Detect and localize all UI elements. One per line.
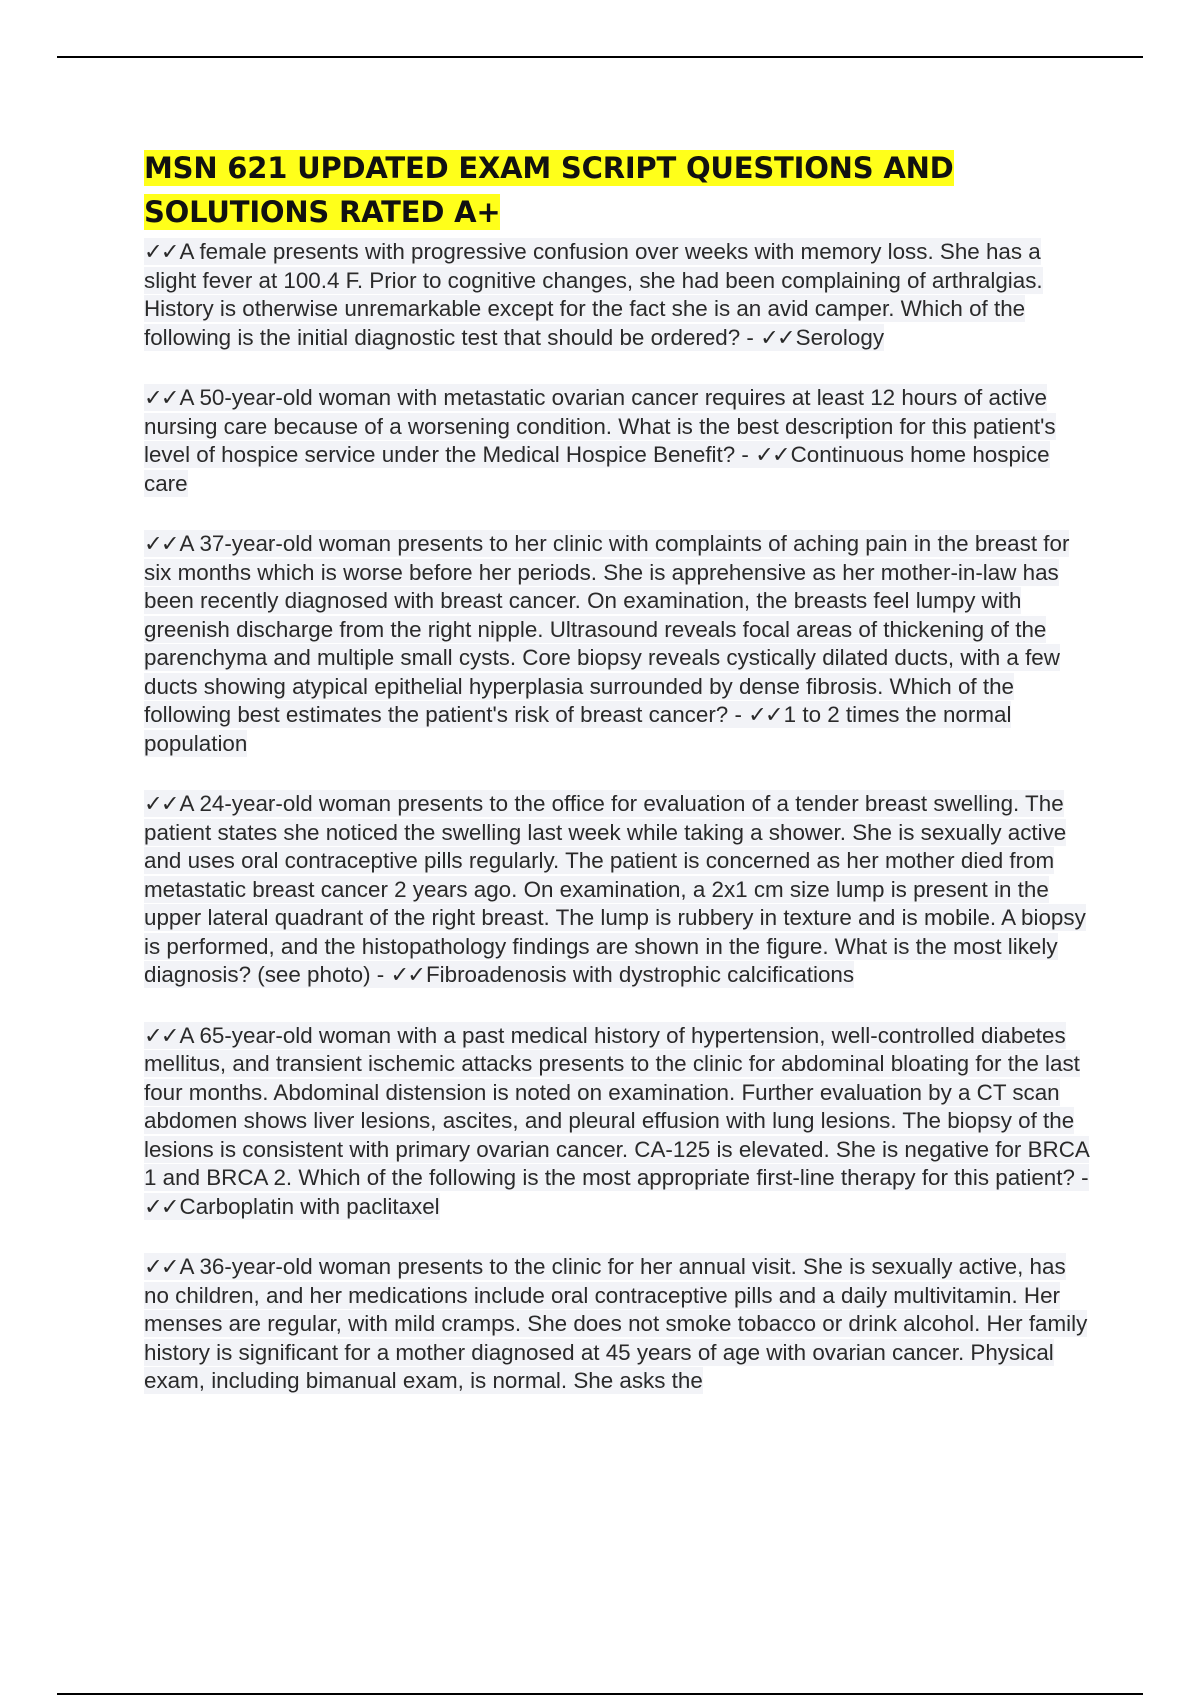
check-icon: ✓✓ — [144, 239, 178, 265]
qa-item-2 — [144, 384, 1094, 498]
header-divider — [57, 56, 1143, 58]
answer-text: Continuous home hospice care — [144, 442, 1050, 496]
check-icon: ✓✓ — [755, 442, 789, 468]
footer-divider — [57, 1693, 1143, 1695]
question-text: A 36-year-old woman presents to the clinic for her annual visit. She is sexually active, has no children, and her medications include oral contraceptive pills and a daily multivitamin. Her menses are regular, with mild cramps. She does not smoke tobacco or drink alcohol. Her family history is significant for a mother diagnosed at 45 years of age with ovarian cancer. Physical exam, including bimanual exam, is normal. She asks the — [144, 1254, 1088, 1393]
check-icon: ✓✓ — [748, 702, 782, 728]
check-icon: ✓✓ — [144, 791, 178, 817]
question-text: A female presents with progressive confusion over weeks with memory loss. She has a slight fever at 100.4 F. Prior to cognitive changes, she had been complaining of arthralgias. History is otherwise unremarkable except for the fact she is an avid camper. Which of the following is the initial diagnostic test that should be ordered? - — [144, 239, 1043, 350]
answer-text: Carboplatin with paclitaxel — [179, 1193, 440, 1219]
check-icon: ✓✓ — [144, 385, 178, 411]
qa-item-5 — [144, 1022, 1094, 1222]
answer-text: 1 to 2 times the normal population — [144, 702, 1012, 756]
question-text: A 24-year-old woman presents to the office for evaluation of a tender breast swelling. The patient states she noticed the swelling last week while taking a shower. She is sexually active and uses oral contraceptive pills regularly. The patient is concerned as her mother died from metastatic breast cancer 2 years ago. On examination, a 2x1 cm size lump is present in the upper lateral quadrant of the right breast. The lump is rubbery in texture and is mobile. A biopsy is performed, and the histopathology findings are shown in the figure. What is the most likely diagnosis? (see photo) - — [144, 791, 1086, 987]
answer-text: Fibroadenosis with dystrophic calcifications — [425, 962, 855, 987]
qa-item-1 — [144, 238, 1094, 352]
qa-item-3 — [144, 530, 1094, 758]
qa-item-6 — [144, 1253, 1094, 1396]
check-icon: ✓✓ — [144, 1254, 178, 1280]
check-icon: ✓✓ — [760, 324, 794, 351]
document-title-text: MSN 621 UPDATED EXAM SCRIPT QUESTIONS AND SOLUTIONS RATED A+ — [144, 151, 954, 229]
question-text: A 37-year-old woman presents to her clinic with complaints of aching pain in the breast for six months which is worse before her periods. She is apprehensive as her mother-in-law has been recently diagnosed with breast cancer. On examination, the breasts feel lumpy with greenish discharge from the right nipple. Ultrasound reveals focal areas of thickening of the parenchyma and multiple small cysts. Core biopsy reveals cystically dilated ducts, with a few ducts showing atypical epithelial hyperplasia surrounded by dense fibrosis. Which of the following best estimates the patient's risk of breast cancer? - — [144, 531, 1070, 727]
qa-item-4 — [144, 790, 1094, 990]
answer-text: Serology — [795, 324, 885, 350]
question-text: A 65-year-old woman with a past medical history of hypertension, well-controlled diabetes mellitus, and transient ischemic attacks presents to the clinic for abdominal bloating for the last four months. Abdominal distension is noted on examination. Further evaluation by a CT scan abdomen shows liver lesions, ascites, and pleural effusion with lung lesions. The biopsy of the lesions is consistent with primary ovarian cancer. CA-125 is elevated. She is negative for BRCA 1 and BRCA 2. Which of the following is the most appropriate first-line therapy for this patient? - — [144, 1022, 1089, 1190]
question-text: A 50-year-old woman with metastatic ovarian cancer requires at least 12 hours of active nursing care because of a worsening condition. What is the best description for this patient's level of hospice service under the Medical Hospice Benefit? - — [144, 385, 1056, 467]
check-icon: ✓✓ — [144, 1022, 178, 1049]
document-title — [144, 146, 1094, 234]
check-icon: ✓✓ — [390, 962, 424, 988]
check-icon: ✓✓ — [144, 1193, 178, 1220]
check-icon: ✓✓ — [144, 531, 178, 557]
document-body — [144, 146, 1094, 1428]
